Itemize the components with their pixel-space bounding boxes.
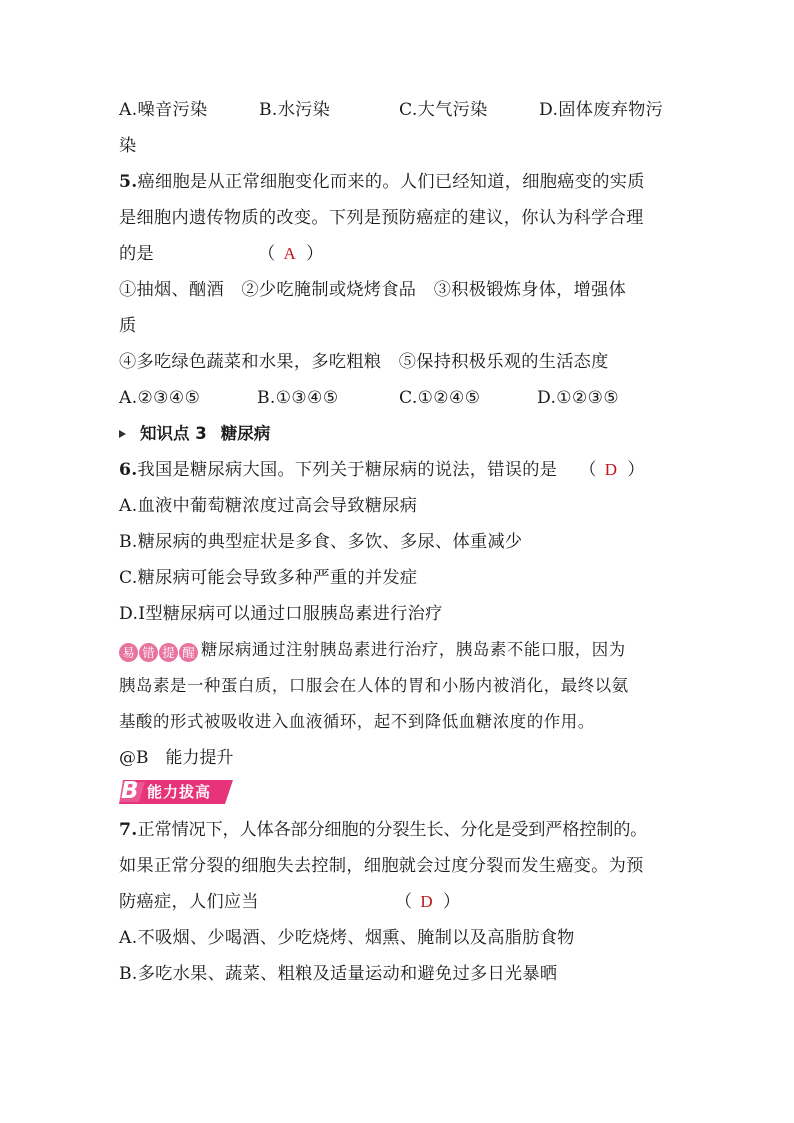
q5-items-line-2: ④多吃绿色蔬菜和水果，多吃粗粮 ⑤保持积极乐观的生活态度 [119, 352, 609, 372]
q7-option-b[interactable]: B.多吃水果、蔬菜、粗粮及适量运动和避免过多日光暴晒 [119, 964, 558, 984]
tip-badge-char: 提 [159, 643, 178, 662]
knowledge-point-heading [119, 416, 679, 452]
q5-stem-line-3 [119, 236, 679, 272]
q7-stem-line-2: 如果正常分裂的细胞失去控制，细胞就会过度分裂而发生癌变。为预 [119, 856, 644, 876]
q4-option-d-continued: 染 [119, 136, 137, 156]
q6-stem [119, 452, 679, 488]
q5-paren-open: （ [257, 244, 276, 264]
q6-option-c[interactable]: C.糖尿病可能会导致多种严重的并发症 [119, 568, 418, 588]
q6-option-d[interactable]: D.Ⅰ型糖尿病可以通过口服胰岛素进行治疗 [119, 604, 443, 624]
q6-answer: D [604, 460, 618, 479]
banner-text: 能力拔高 [147, 783, 212, 801]
q5-option-a[interactable]: A.②③④⑤ [119, 388, 201, 408]
tip-badge-char: 醒 [179, 643, 198, 662]
q5-number: 5. [119, 172, 138, 192]
q5-items-line-1: ①抽烟、酗酒 ②少吃腌制或烧烤食品 ③积极锻炼身体，增强体 [119, 280, 627, 300]
q5-answer: A [283, 244, 297, 263]
q6-stem-text: 我国是糖尿病大国。下列关于糖尿病的说法，错误的是 [137, 460, 558, 480]
knowledge-point-label: 知识点 3 [140, 424, 207, 443]
q7-stem-text-3: 防癌症，人们应当 [119, 892, 259, 912]
q5-option-d[interactable]: D.①②③⑤ [537, 388, 620, 408]
section-b-banner [119, 780, 237, 804]
q4-options [119, 92, 679, 128]
q4-option-c[interactable]: C.大气污染 [399, 100, 488, 120]
tip-badge-char: 错 [139, 643, 158, 662]
error-tip-line-2: 胰岛素是一种蛋白质，口服会在人体的胃和小肠内被消化，最终以氨 [119, 676, 629, 695]
q6-number: 6. [119, 460, 138, 480]
tip-badge-char: 易 [119, 643, 138, 662]
section-b-heading: @B 能力提升 [119, 748, 234, 768]
q7-stem-line-1 [119, 812, 679, 848]
banner-letter: B [121, 778, 139, 804]
q4-option-a[interactable]: A.噪音污染 [119, 100, 208, 120]
q5-stem-line-2: 是细胞内遗传物质的改变。下列是预防癌症的建议，你认为科学合理 [119, 208, 644, 228]
triangle-bullet-icon [119, 430, 126, 438]
q7-paren-open: （ [394, 892, 413, 912]
q5-stem-line-1 [119, 164, 679, 200]
q7-stem-line-3 [119, 884, 679, 920]
q7-stem-text-1: 正常情况下，人体各部分细胞的分裂生长、分化是受到严格控制的。 [137, 820, 648, 840]
q4-option-b[interactable]: B.水污染 [259, 100, 331, 120]
q6-option-b[interactable]: B.糖尿病的典型症状是多食、多饮、多尿、体重减少 [119, 532, 523, 552]
q5-stem-text-1: 癌细胞是从正常细胞变化而来的。人们已经知道，细胞癌变的实质 [137, 172, 645, 192]
q5-option-b[interactable]: B.①③④⑤ [257, 388, 339, 408]
q4-option-d[interactable]: D.固体废弃物污 [539, 100, 664, 120]
q5-option-c[interactable]: C.①②④⑤ [399, 388, 481, 408]
error-tip-line-3: 基酸的形式被吸收进入血液循环，起不到降低血糖浓度的作用。 [119, 712, 595, 731]
error-tip-badge [119, 643, 199, 662]
knowledge-point-title: 糖尿病 [220, 424, 271, 443]
q6-paren-close: ） [627, 460, 645, 480]
q5-options [119, 380, 679, 416]
document-page [119, 92, 679, 992]
q5-paren-close: ） [306, 244, 324, 264]
q7-option-a[interactable]: A.不吸烟、少喝酒、少吃烧烤、烟熏、腌制以及高脂肪食物 [119, 928, 575, 948]
q6-option-a[interactable]: A.血液中葡萄糖浓度过高会导致糖尿病 [119, 496, 418, 516]
q5-items-line-1-continued: 质 [119, 316, 137, 336]
q7-paren-close: ） [442, 892, 461, 912]
q6-paren-open: （ [579, 460, 597, 480]
error-tip-text-1: 糖尿病通过注射胰岛素进行治疗，胰岛素不能口服，因为 [201, 640, 626, 659]
q7-number: 7. [119, 820, 138, 840]
q5-stem-text-3: 的是 [119, 244, 154, 264]
error-tip-line-1 [119, 632, 679, 668]
q7-answer: D [420, 892, 433, 911]
